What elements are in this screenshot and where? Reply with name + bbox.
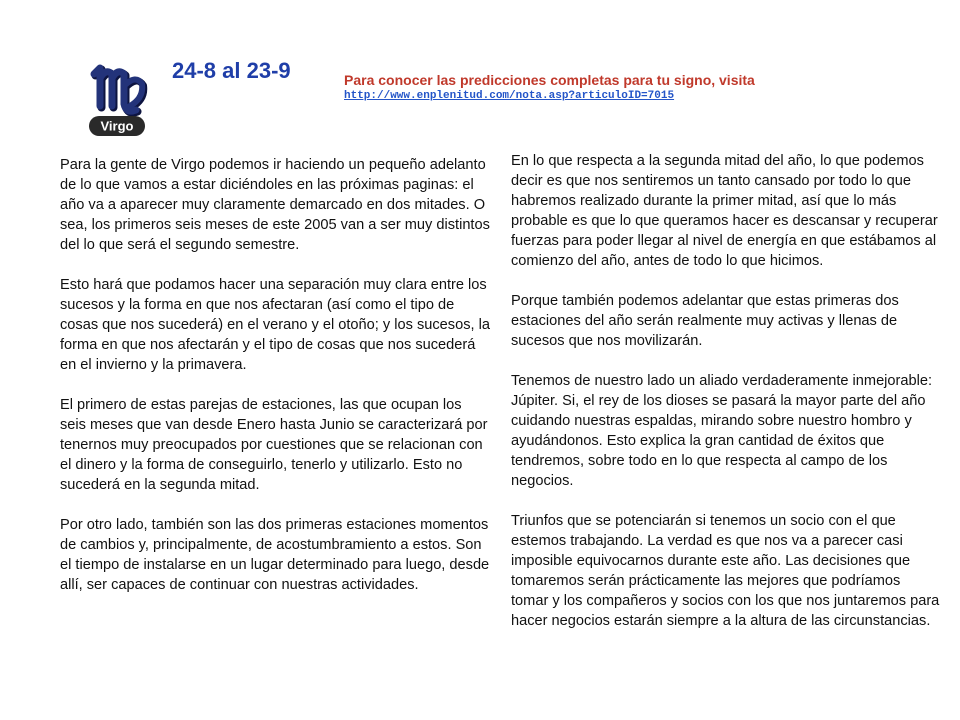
paragraph: Tenemos de nuestro lado un aliado verdaderamente inmejorable: Júpiter. Si, el rey de los dioses se pasará la mayor parte del año cuidando nuestras espaldas, mirando sobre nuestro hombro y ayudándonos. Esto explica la gran cantidad de éxitos que tendremos, sobre todo en lo que respecta al campo de los negocios. (511, 373, 933, 489)
paragraph: Porque también podemos adelantar que estas primeras dos estaciones del año serán realmente muy activas y llenas de sucesos que nos movilizarán. (511, 293, 899, 349)
promo-block (344, 72, 904, 102)
right-column (511, 151, 941, 651)
paragraph: En lo que respecta a la segunda mitad del año, lo que podemos decir es que nos sentiremos un tanto cansado por todo lo que habremos realizado durante la primer mitad, así que lo más probable es que lo que queramos hacer es descansar y recuperar fuerzas para poder llegar al nivel de energía en que estábamos al comienzo del año, antes de todo lo que hicimos. (511, 153, 938, 269)
left-column (60, 155, 490, 615)
virgo-zodiac-icon (86, 60, 152, 138)
paragraph: El primero de estas parejas de estaciones, las que ocupan los seis meses que van desde Enero hasta Junio se caracterizará por tenernos muy preocupados por cuestiones que se relacionan con el dinero y la forma de conseguirlo, tenerlo y utilizarlo. Esto no sucederá en la segunda mitad. (60, 397, 488, 493)
predictions-link[interactable]: http://www.enplenitud.com/nota.asp?articuloID=7015 (344, 90, 675, 102)
promo-text: Para conocer las predicciones completas para tu signo, visita (344, 72, 755, 88)
date-range-title: 24-8 al 23-9 (172, 58, 291, 83)
sign-name: Virgo (100, 118, 134, 134)
paragraph: Por otro lado, también son las dos primeras estaciones momentos de cambios y, principalmente, de acostumbramiento a estos. Son el tiempo de instalarse en un lugar determinado para luego, desde allí, ser capaces de continuar con nuestras actividades. (60, 517, 490, 593)
paragraph: Triunfos que se potenciarán si tenemos un socio con el que estemos trabajando. La verdad es que nos va a parecer casi imposible equivocarnos durante este año. Las decisiones que tomaremos serán prácticamente las mejores que podríamos tomar y los compañeros y socios con los que nos juntaremos para hacer negocios estarán siempre a la altura de las circunstancias. (511, 513, 940, 629)
paragraph: Esto hará que podamos hacer una separación muy clara entre los sucesos y la forma en que nos afectaran (así como el tipo de cosas que nos sucederá) en el verano y el otoño; y los sucesos, la forma en que nos afectarán y el tipo de cosas que nos sucederá en el invierno y la primavera. (60, 277, 490, 373)
paragraph: Para la gente de Virgo podemos ir haciendo un pequeño adelanto de lo que vamos a estar diciéndoles en las próximas paginas: el año va a aparecer muy claramente demarcado en dos mitades. O sea, los primeros seis meses de este 2005 van a ser muy distintos del lo que será el segundo semestre. (60, 157, 490, 253)
virgo-glyph (86, 60, 152, 138)
